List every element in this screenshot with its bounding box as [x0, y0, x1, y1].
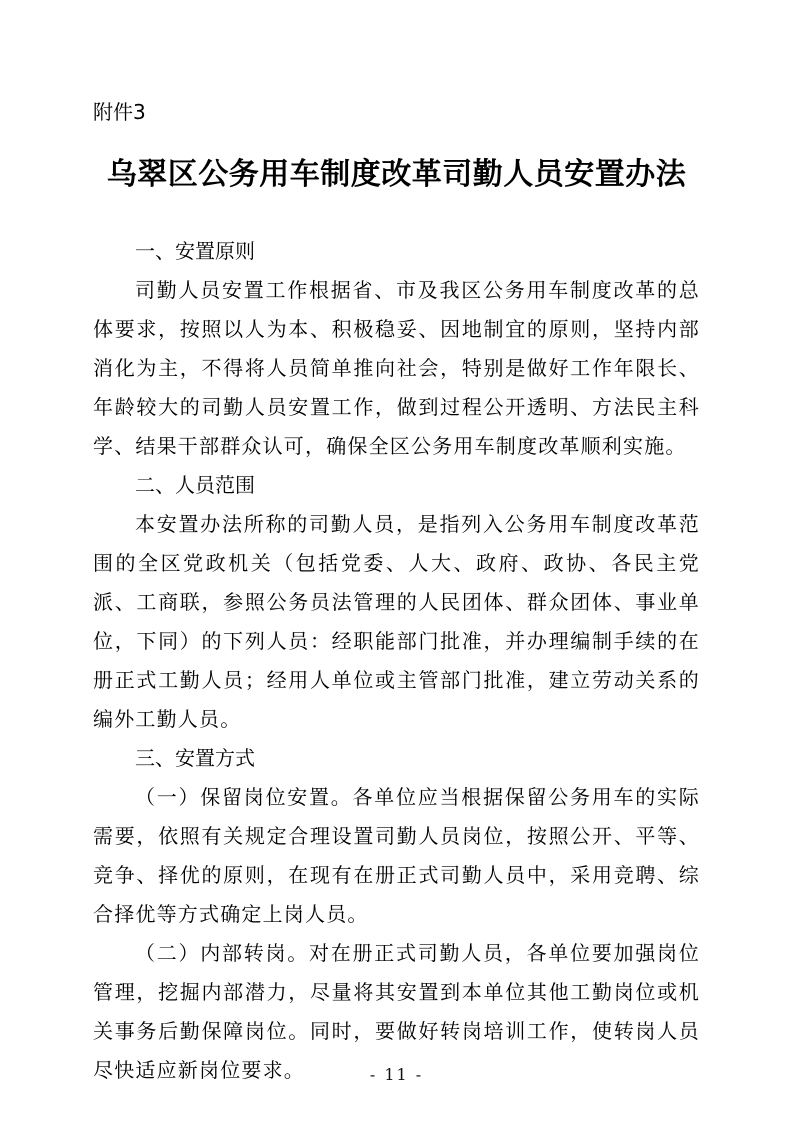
page-number: - 11 - [369, 1065, 424, 1084]
paragraph-text: 对在册正式司勤人员，各单位要加强岗位管理，挖掘内部潜力，尽量将其安置到本单位其他工勤岗位或机关事务后勤保障岗位。同时，要做好转岗培训工作，使转岗人员尽快适应新岗位要求。 [93, 941, 700, 1082]
document-title: 乌翠区公务用车制度改革司勤人员安置办法 [106, 157, 687, 192]
paragraph-lead: （一）保留岗位安置。 [135, 785, 353, 809]
section-heading: 三、安置方式 [135, 746, 255, 770]
paragraph-text: 各单位应当根据保留公务用车的实际需要，依照有关规定合理设置司勤人员岗位，按照公开、平等、竞争、择优的原则，在现有在册正式司勤人员中，采用竞聘、综合择优等方式确定上岗人员。 [93, 785, 701, 926]
section-heading: 一、安置原则 [135, 239, 255, 263]
paragraph [93, 271, 700, 466]
paragraph-text: 本安置办法所称的司勤人员，是指列入公务用车制度改革范围的全区党政机关（包括党委、人大、政府、政协、各民主党派、工商联，参照公务员法管理的人民团体、群众团体、事业单位，下同）的下列人员：经职能部门批准，并办理编制手续的在册正式工勤人员；经用人单位或主管部门批准，建立劳动关系的编外工勤人员。 [93, 512, 700, 731]
paragraph-text: 司勤人员安置工作根据省、市及我区公务用车制度改革的总体要求，按照以人为本、积极稳妥、因地制宜的原则，坚持内部消化为主，不得将人员简单推向社会，特别是做好工作年限长、年龄较大的司勤人员安置工作，做到过程公开透明、方法民主科学、结果干部群众认可，确保全区公务用车制度改革顺利实施。 [93, 278, 700, 458]
document-body [93, 232, 700, 1090]
section-methods [93, 739, 700, 1090]
section-scope [93, 466, 700, 739]
attachment-label: 附件3 [93, 100, 146, 124]
section-principles [93, 232, 700, 466]
paragraph [93, 778, 700, 934]
paragraph [93, 505, 700, 739]
paragraph-lead: （二）内部转岗。 [135, 941, 310, 965]
section-heading: 二、人员范围 [135, 473, 255, 497]
